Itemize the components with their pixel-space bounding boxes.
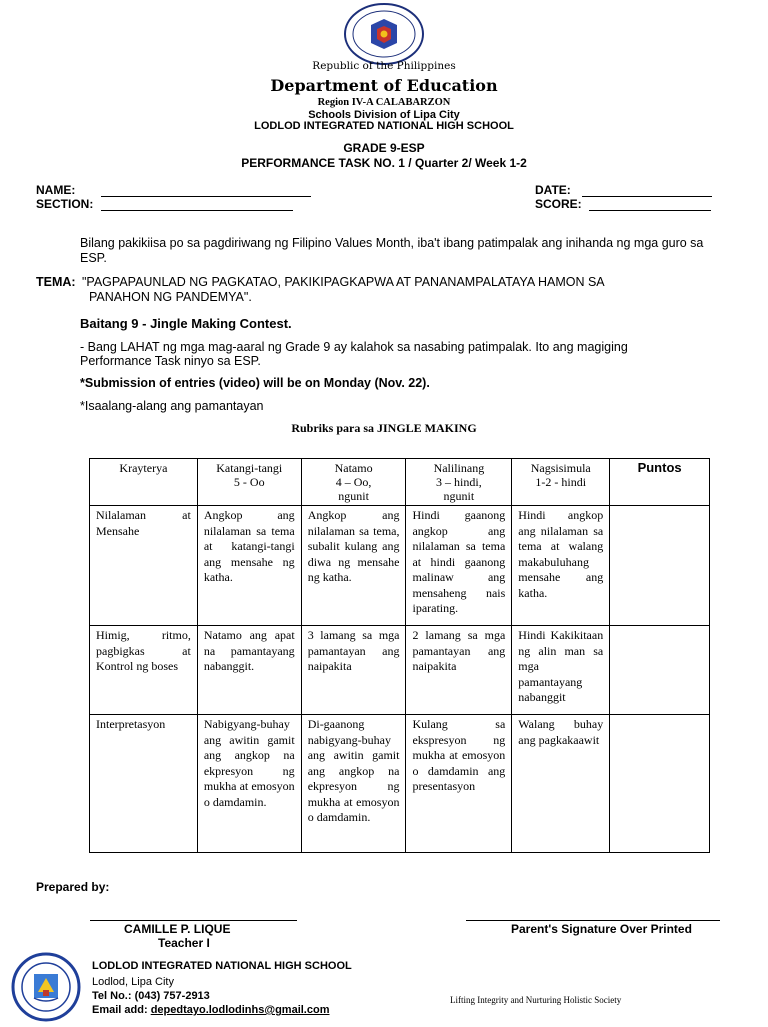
- table-row: [90, 715, 710, 853]
- table-cell: Walang buhay ang pagkakaawit: [512, 715, 610, 853]
- date-field[interactable]: [535, 183, 712, 197]
- task-line: PERFORMANCE TASK NO. 1 / Quarter 2/ Week 1-2: [241, 156, 527, 170]
- table-cell: Angkop ang nilalaman sa tema at katangi-tangi ang mensahe ng katha.: [197, 506, 301, 626]
- header-natamo: Natamo 4 – Oo, ngunit: [301, 459, 406, 506]
- criteria-note: *Isaalang-alang ang pamantayan: [80, 399, 264, 413]
- table-cell: Kulang sa ekspresyon ng mukha at emosyon o damdamin ang presentasyon: [406, 715, 512, 853]
- table-cell: Nabigyang-buhay ang awitin gamit ang angkop na ekpresyon ng mukha at emosyon o damdamin.: [197, 715, 301, 853]
- score-field[interactable]: [535, 197, 711, 211]
- submission-note: *Submission of entries (video) will be on Monday (Nov. 22).: [80, 376, 430, 390]
- date-label: DATE:: [535, 183, 571, 197]
- region-line: Region IV-A CALABARZON: [317, 97, 451, 108]
- tema-label: TEMA:: [36, 275, 76, 289]
- table-cell: Di-gaanong nabigyang-buhay ang awitin gamit ang angkop na ekpresyon ng mukha at emosyon o damdamin.: [301, 715, 406, 853]
- table-cell: Natamo ang apat na pamantayang nabanggit.: [197, 626, 301, 715]
- instruction-line-1: - Bang LAHAT ng mga mag-aaral ng Grade 9 ay kalahok sa nasabing patimpalak. Ito ang magiging: [80, 340, 628, 354]
- contest-heading: Baitang 9 - Jingle Making Contest.: [80, 316, 292, 331]
- footer-school-name: LODLOD INTEGRATED NATIONAL HIGH SCHOOL: [92, 960, 352, 972]
- score-cell[interactable]: [610, 506, 710, 626]
- tema-line-1: "PAGPAPAUNLAD NG PAGKATAO, PAKIKIPAGKAPWA AT PANANAMPALATAYA HAMON SA: [82, 275, 605, 289]
- teacher-signature-line: [90, 920, 297, 921]
- grade-line: GRADE 9-ESP: [343, 141, 425, 155]
- table-row: [90, 506, 710, 626]
- table-cell: 3 lamang sa mga pamantayan ang naipakita: [301, 626, 406, 715]
- school-logo: [8, 952, 84, 1022]
- school-motto: Lifting Integrity and Nurturing Holistic Society: [450, 995, 622, 1005]
- name-label: NAME:: [36, 183, 76, 197]
- footer-address: Lodlod, Lipa City: [92, 976, 174, 988]
- name-field[interactable]: [36, 183, 311, 197]
- rubric-table: [89, 458, 710, 853]
- footer-email: [92, 1004, 330, 1016]
- table-cell: Angkop ang nilalaman sa tema, subalit kulang ang diwa ng mensahe ng katha.: [301, 506, 406, 626]
- department-title: Department of Education: [270, 76, 498, 95]
- table-cell: Interpretasyon: [90, 715, 198, 853]
- instruction-line-2: Performance Task ninyo sa ESP.: [80, 354, 261, 368]
- parent-signature-line: [466, 920, 720, 921]
- rubric-title: Rubriks para sa JINGLE MAKING: [291, 421, 477, 435]
- header-katangi-tangi: Katangi-tangi 5 - Oo: [197, 459, 301, 506]
- tema-line-2: PANAHON NG PANDEMYA".: [89, 290, 252, 304]
- section-blank[interactable]: [101, 210, 293, 211]
- score-label: SCORE:: [535, 197, 582, 211]
- section-field[interactable]: [36, 197, 293, 211]
- header-nalilinang: Nalilinang 3 – hindi, ngunit: [406, 459, 512, 506]
- section-label: SECTION:: [36, 197, 94, 211]
- table-cell: 2 lamang sa mga pamantayan ang naipakita: [406, 626, 512, 715]
- header-nagsisimula: Nagsisimula 1-2 - hindi: [512, 459, 610, 506]
- intro-paragraph: Bilang pakikiisa po sa pagdiriwang ng Filipino Values Month, iba't ibang patimpalak ang inihanda ng mga guro sa ESP.: [80, 236, 704, 265]
- teacher-name: CAMILLE P. LIQUE: [124, 922, 231, 936]
- rubric-header-row: [90, 459, 710, 506]
- score-cell[interactable]: [610, 626, 710, 715]
- teacher-title: Teacher I: [158, 936, 210, 950]
- email-label: Email add:: [92, 1004, 148, 1016]
- score-cell[interactable]: [610, 715, 710, 853]
- table-cell: Nilalaman at Mensahe: [90, 506, 198, 626]
- parent-signature-label: Parent's Signature Over Printed: [511, 922, 692, 936]
- division-line: Schools Division of Lipa City: [308, 109, 460, 121]
- school-line: LODLOD INTEGRATED NATIONAL HIGH SCHOOL: [254, 120, 514, 132]
- header-puntos: Puntos: [610, 459, 710, 506]
- prepared-by-label: Prepared by:: [36, 880, 110, 894]
- table-cell: Hindi angkop ang nilalaman sa tema at walang makabuluhang mensahe ang katha.: [512, 506, 610, 626]
- table-cell: Hindi gaanong angkop ang nilalaman sa tema at hindi gaanong malinaw ang mensaheng nais iparating.: [406, 506, 512, 626]
- table-cell: Himig, ritmo, pagbigkas at Kontrol ng boses: [90, 626, 198, 715]
- score-blank[interactable]: [589, 210, 711, 211]
- table-row: [90, 626, 710, 715]
- footer-tel: Tel No.: (043) 757-2913: [92, 990, 210, 1002]
- deped-seal: [343, 3, 425, 65]
- email-link[interactable]: depedtayo.lodlodinhs@gmail.com: [150, 1004, 330, 1016]
- header-krayterya: Krayterya: [90, 459, 198, 506]
- table-cell: Hindi Kakikitaan ng alin man sa mga pamantayang nabanggit: [512, 626, 610, 715]
- republic-line: Republic of the Philippines: [312, 60, 456, 72]
